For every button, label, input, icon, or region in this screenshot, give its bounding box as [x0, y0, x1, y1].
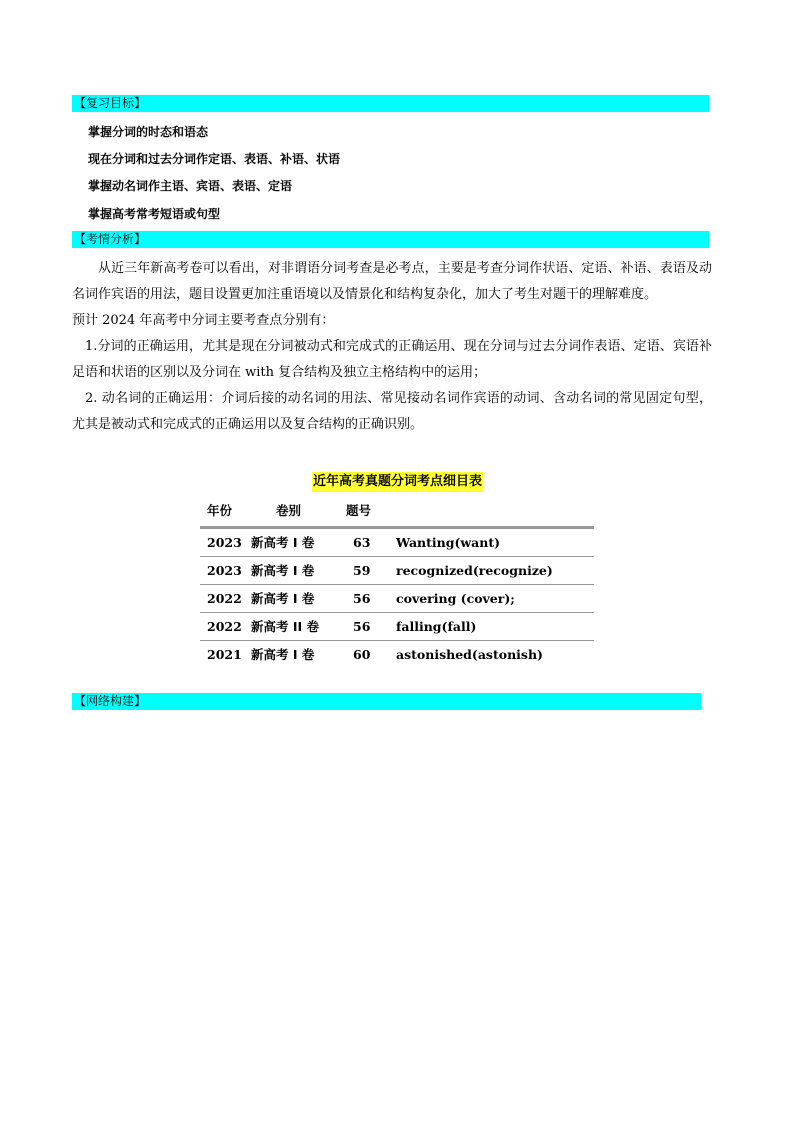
analysis-forecast: 预计 2024 年高考中分词主要考查点分别有：	[72, 313, 335, 328]
goal-item-1: 掌握分词的时态和语态	[88, 125, 209, 139]
table-row	[200, 529, 594, 557]
cell-answer: astonished(astonish)	[396, 647, 543, 662]
cell-year: 2022	[207, 619, 242, 634]
header-paper: 卷别	[276, 503, 302, 518]
analysis-intro: 从近三年新高考卷可以看出，对非谓语分词考查是必考点，主要是考查分词作状语、定语、补语、表语及动名词作宾语的用法，题目设置更加注重语境以及情景化和结构复杂化，加大了考生对题干的理解难度。	[72, 261, 712, 302]
cell-paper: 新高考 I 卷	[251, 647, 315, 662]
table-row	[200, 557, 594, 585]
header-year: 年份	[207, 503, 233, 518]
table-row	[200, 641, 594, 668]
cell-question: 56	[353, 591, 371, 606]
cell-paper: 新高考 I 卷	[251, 563, 315, 578]
table-header-row	[200, 498, 594, 529]
cell-answer: recognized(recognize)	[396, 563, 553, 578]
cell-year: 2023	[207, 563, 242, 578]
cell-question: 63	[353, 535, 371, 550]
table-row	[200, 613, 594, 641]
cell-question: 56	[353, 619, 371, 634]
cell-year: 2021	[207, 647, 242, 662]
cell-answer: falling(fall)	[396, 619, 477, 634]
cell-paper: 新高考 I 卷	[251, 535, 315, 550]
analysis-body	[72, 256, 712, 438]
cell-year: 2023	[207, 535, 242, 550]
goal-item-4: 掌握高考常考短语或句型	[88, 207, 221, 221]
cell-answer: covering (cover);	[396, 591, 515, 606]
cell-question: 59	[353, 563, 371, 578]
header-question: 题号	[346, 503, 372, 518]
cell-year: 2022	[207, 591, 242, 606]
exam-points-table	[200, 498, 594, 668]
cell-paper: 新高考 I 卷	[251, 591, 315, 606]
table-title: 近年高考真题分词考点细目表	[312, 472, 483, 492]
section-header-network: 【网络构建】	[72, 693, 701, 710]
goal-item-2: 现在分词和过去分词作定语、表语、补语、状语	[88, 152, 341, 166]
section-header-analysis: 【考情分析】	[72, 231, 709, 248]
cell-answer: Wanting(want)	[396, 535, 501, 550]
cell-paper: 新高考 II 卷	[251, 619, 320, 634]
table-row	[200, 585, 594, 613]
section-header-goals: 【复习目标】	[72, 95, 709, 112]
goal-item-3: 掌握动名词作主语、宾语、表语、定语	[88, 179, 293, 193]
analysis-point-1: 1.分词的正确运用，尤其是现在分词被动式和完成式的正确运用、现在分词与过去分词作表语、定语、宾语补足语和状语的区别以及分词在 with 复合结构及独立主格结构中的运用；	[72, 339, 712, 380]
analysis-point-2: 2. 动名词的正确运用：介词后接的动名词的用法、常见接动名词作宾语的动词、含动名词的常见固定句型，尤其是被动式和完成式的正确运用以及复合结构的正确识别。	[72, 391, 712, 432]
cell-question: 60	[353, 647, 371, 662]
